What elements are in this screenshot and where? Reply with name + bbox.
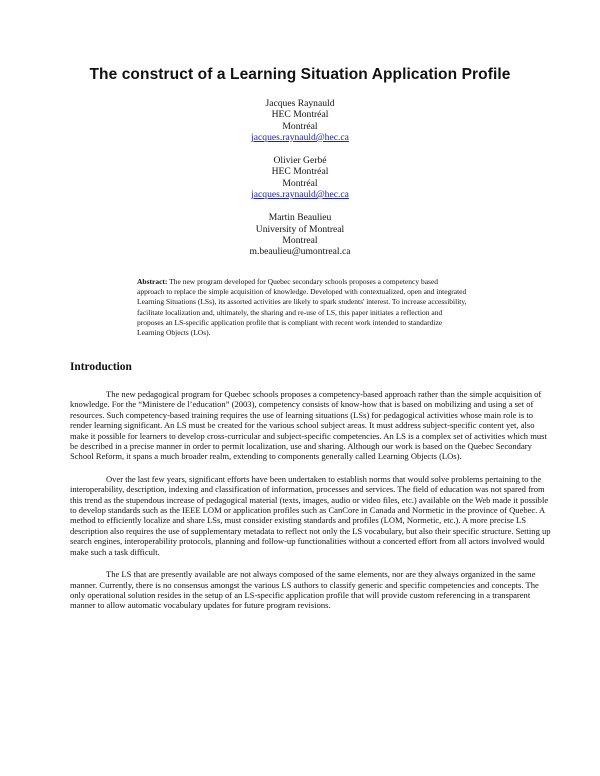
author-city: Montréal bbox=[282, 177, 318, 189]
paper-title: The construct of a Learning Situation Application Profile bbox=[89, 66, 511, 83]
author-email-link[interactable]: jacques.raynauld@hec.ca bbox=[251, 189, 349, 201]
introduction-body bbox=[70, 389, 552, 623]
author-name: Olivier Gerbé bbox=[273, 155, 327, 167]
body-paragraph: Over the last few years, significant efforts have been undertaken to establish norms that would solve problems pertaining to the interoperability, description, indexing and classification of information, processes and services. The field of education was not spared from this trend as the stupendous increase of pedagogical material (texts, images, audio or video files, etc.) available on the Web made it possible to develop standards such as the IEEE LOM or application profiles such as CanCore in Canada and Normetic in the province of Quebec. A method to efficiently localize and share LSs, must consider existing standards and profiles (LOM, Normetic, etc.). A more precise LS description also requires the use of supplementary metadata to reflect not only the LS vocabulary, but also their specific structure. Setting up search engines, interoperability protocols, planning and follow-up functionalities without a concerted effort from all actors involved would make such a task difficult. bbox=[70, 473, 551, 557]
author-affiliation: HEC Montréal bbox=[271, 109, 329, 121]
author-block bbox=[0, 212, 600, 257]
body-paragraph: The LS that are presently available are not always composed of the same elements, nor are they always organized in the same manner. Currently, there is no consensus amongst the various LS authors to classify generic and specific competencies and concepts. The only operational solution resides in the setup of an LS-specific application profile that will provide custom referencing in a transparent manner to allow automatic vocabulary updates for future program revisions. bbox=[70, 569, 539, 611]
author-affiliation: HEC Montréal bbox=[271, 166, 329, 178]
author-block bbox=[0, 98, 600, 143]
abstract bbox=[137, 277, 467, 338]
author-name: Martin Beaulieu bbox=[268, 212, 332, 224]
abstract-text: The new program developed for Quebec secondary schools proposes a competency based approach to replace the simple acquisition of knowledge. Developed with contextualized, open and integrated Learning Situations (LSs), its assorted activities are likely to spark students' interest. To increase accessibility, facilitate localization and, ultimately, the sharing and re-use of LS, this paper initiates a reflection and proposes an LS-specific application profile that is compliant with recent work intended to standardize Learning Objects (LOs). bbox=[137, 277, 467, 338]
author-list bbox=[0, 98, 600, 270]
author-email: m.beaulieu@umontreal.ca bbox=[249, 246, 351, 258]
section-heading-introduction: Introduction bbox=[70, 361, 132, 373]
body-paragraph: The new pedagogical program for Quebec schools proposes a competency-based approach rather than the simple acquisition of knowledge. For the “Ministere de l’education” (2003), competency consists of know-how that is based on mobilizing and using a set of resources. Such competency-based training requires the use of learning situations (LSs) for pedagogical activities whose main role is to render learning significant. An LS must be created for the various school subject areas. It must address subject-specific content yet, also make it possible for learners to develop cross-curricular and subject-specific competencies. An LS is a complex set of activities which must be described in a precise manner in order to permit localization, use and sharing. Although our work is based on the Quebec Secondary School Reform, it spans a much broader realm, extending to components generally called Learning Objects (LOs). bbox=[70, 389, 547, 462]
abstract-label: Abstract: bbox=[137, 277, 168, 286]
author-affiliation: University of Montreal bbox=[255, 223, 345, 235]
author-city: Montréal bbox=[282, 120, 318, 132]
author-name: Jacques Raynauld bbox=[265, 98, 335, 109]
author-block bbox=[0, 155, 600, 200]
author-email-link[interactable]: jacques.raynauld@hec.ca bbox=[251, 131, 349, 143]
author-city: Montreal bbox=[282, 234, 318, 246]
